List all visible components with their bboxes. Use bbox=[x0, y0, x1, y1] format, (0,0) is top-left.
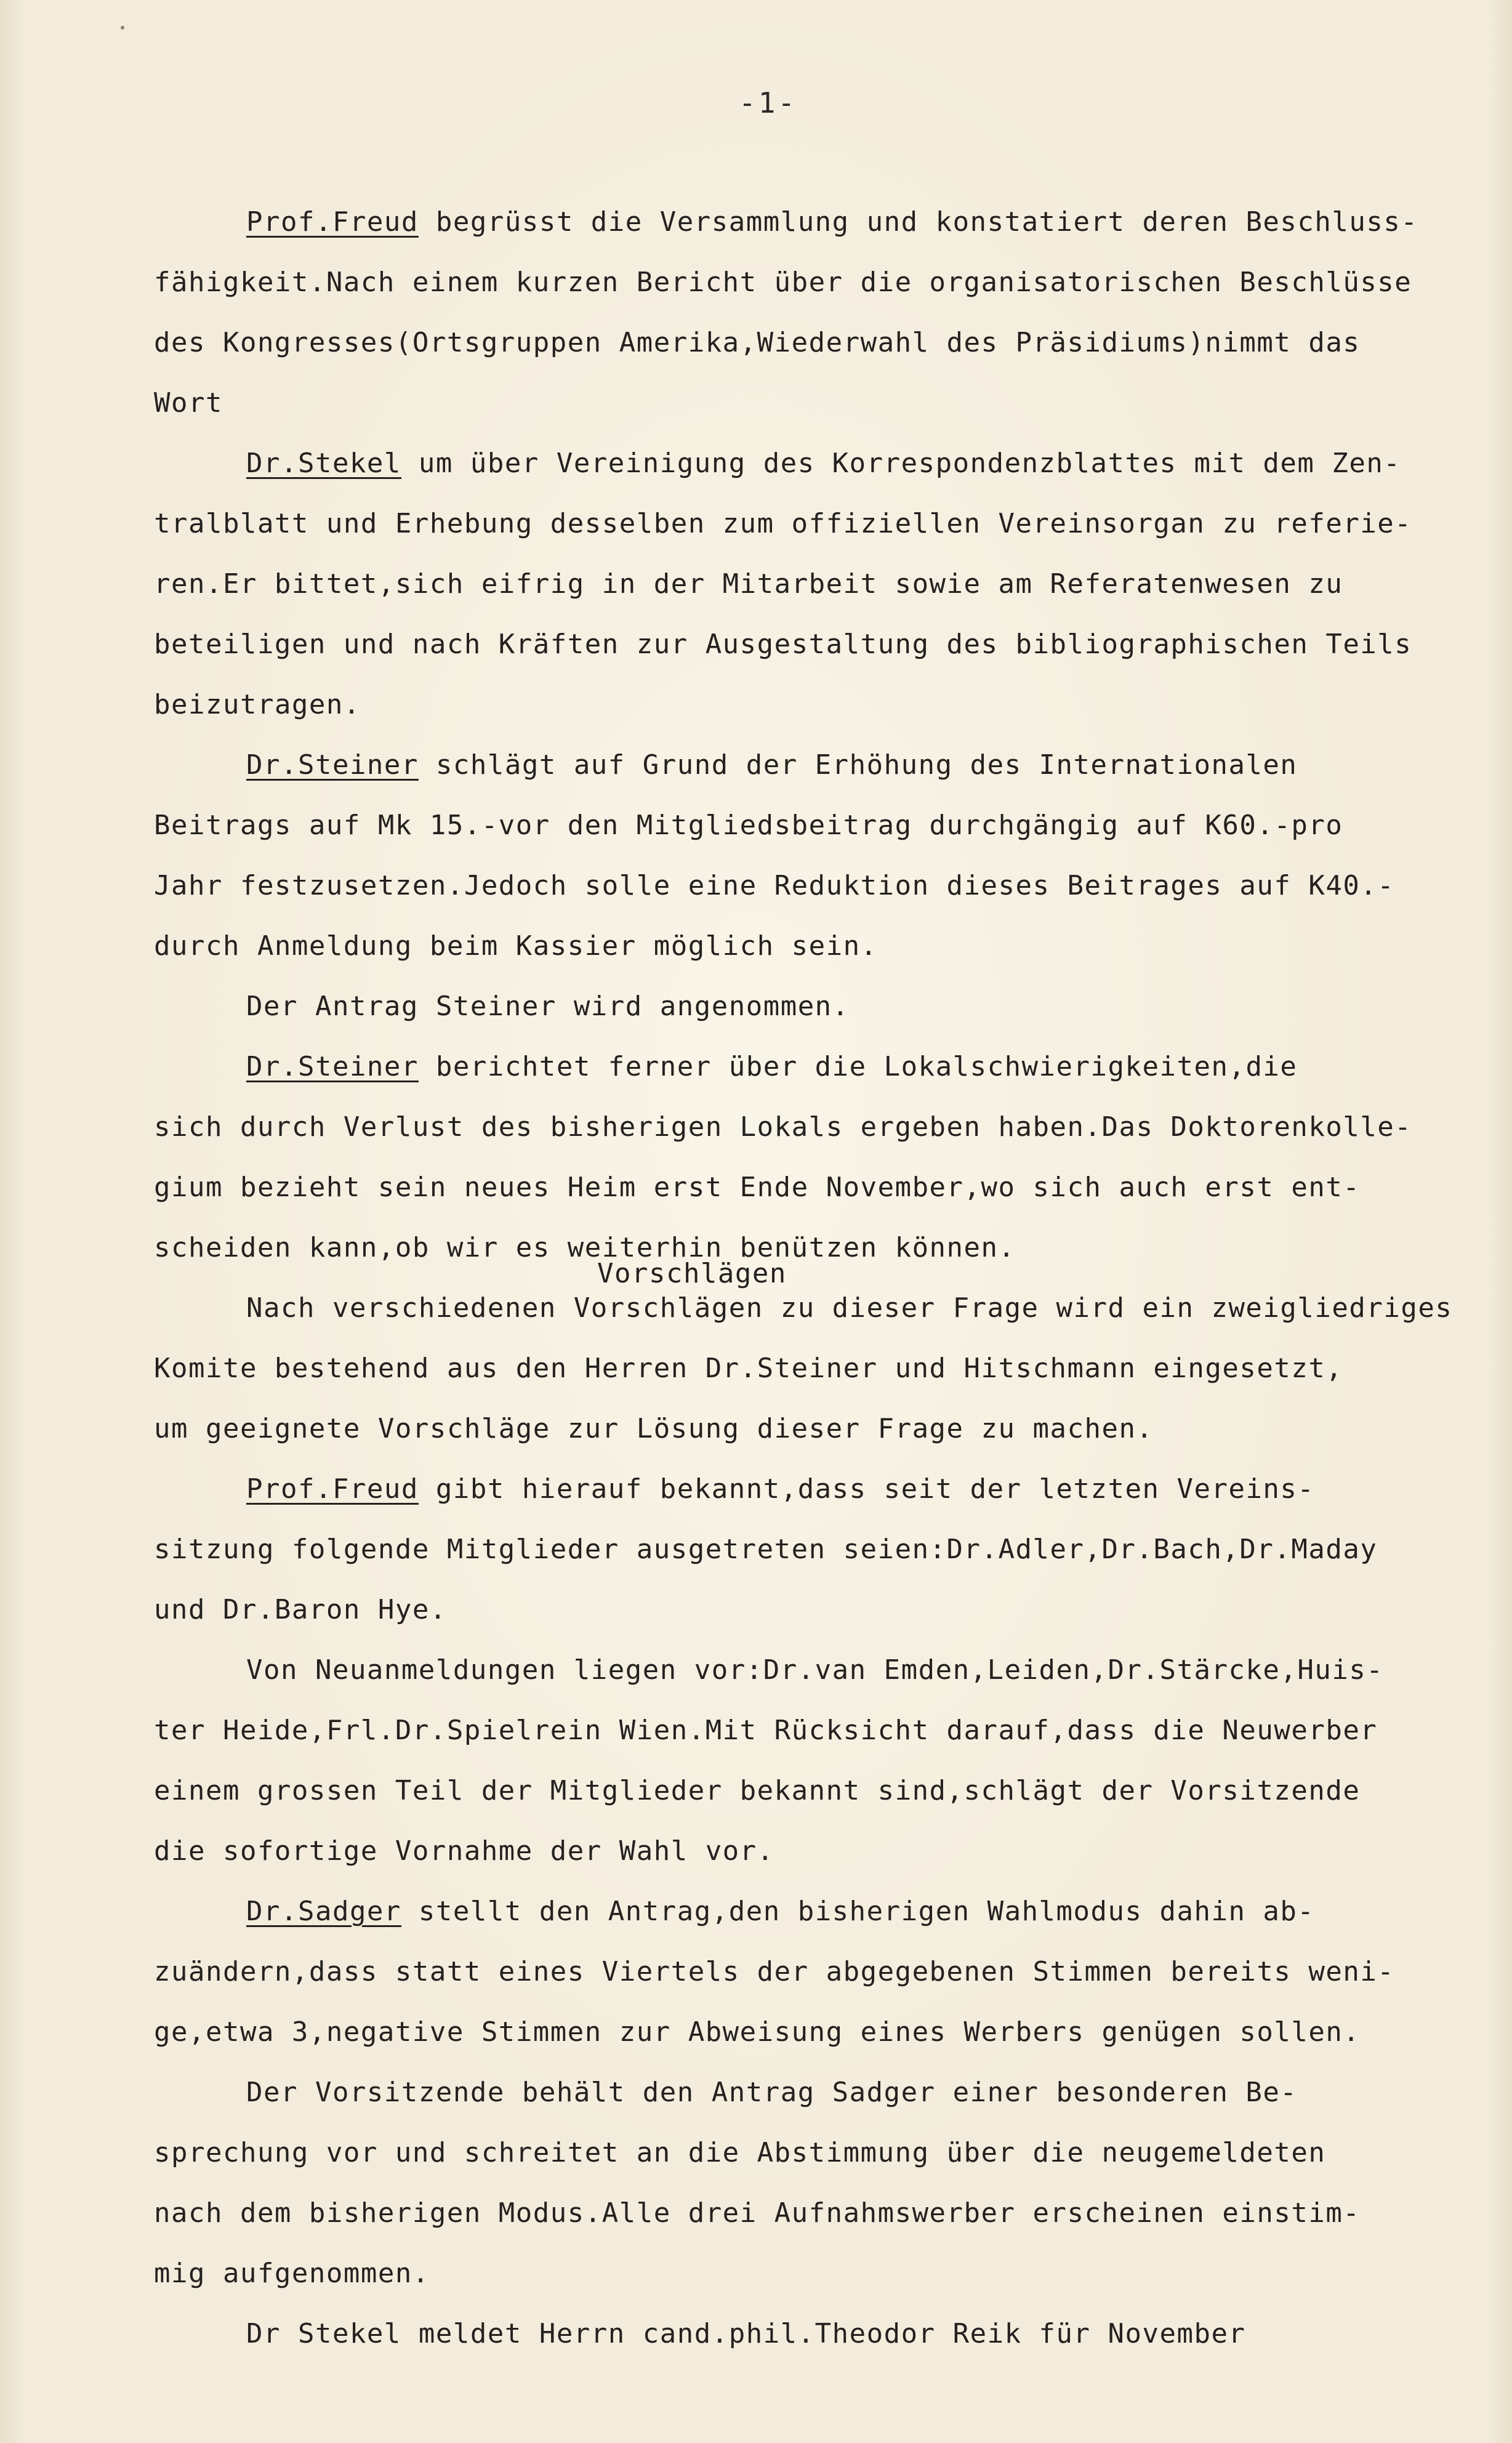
line-text: durch Anmeldung beim Kassier möglich sein. bbox=[154, 930, 878, 962]
line-text: Wort bbox=[154, 387, 223, 419]
text-line bbox=[154, 373, 1508, 433]
text-line bbox=[154, 1459, 1508, 1519]
text-line bbox=[154, 192, 1508, 252]
text-line bbox=[154, 1278, 1508, 1338]
page-number: -1- bbox=[739, 86, 798, 119]
line-text: sich durch Verlust des bisherigen Lokals ergeben haben.Das Doktorenkolle- bbox=[154, 1111, 1412, 1143]
line-text: Der Antrag Steiner wird angenommen. bbox=[246, 991, 850, 1022]
insertion-text: Vorschlägen bbox=[597, 1258, 787, 1289]
line-text: mig aufgenommen. bbox=[154, 2258, 430, 2289]
line-text: ren.Er bittet,sich eifrig in der Mitarbeit sowie am Referatenwesen zu bbox=[154, 568, 1343, 600]
text-line bbox=[154, 1700, 1508, 1761]
line-text: und Dr.Baron Hye. bbox=[154, 1594, 447, 1625]
text-line bbox=[154, 1580, 1508, 1640]
line-text: gibt hierauf bekannt,dass seit der letzten Vereins- bbox=[418, 1473, 1315, 1505]
text-line bbox=[154, 2002, 1508, 2063]
text-line bbox=[154, 1218, 1508, 1278]
text-line bbox=[154, 735, 1508, 795]
speaker-name: Prof.Freud bbox=[246, 206, 419, 238]
text-line bbox=[154, 1519, 1508, 1580]
text-line bbox=[154, 2304, 1508, 2364]
line-text: berichtet ferner über die Lokalschwierigkeiten,die bbox=[418, 1051, 1298, 1082]
line-text: Jahr festzusetzen.Jedoch solle eine Reduktion dieses Beitrages auf K40.- bbox=[154, 870, 1395, 901]
line-text: fähigkeit.Nach einem kurzen Bericht über die organisatorischen Beschlüsse bbox=[154, 267, 1412, 298]
line-text: begrüsst die Versammlung und konstatiert deren Beschluss- bbox=[418, 206, 1418, 238]
line-text: stellt den Antrag,den bisherigen Wahlmodus dahin ab- bbox=[401, 1896, 1315, 1927]
text-line bbox=[154, 976, 1508, 1037]
text-line bbox=[154, 614, 1508, 675]
line-text: beteiligen und nach Kräften zur Ausgestaltung des bibliographischen Teils bbox=[154, 629, 1412, 660]
text-line bbox=[154, 1640, 1508, 1700]
speaker-name: Dr.Steiner bbox=[246, 1051, 419, 1082]
text-line bbox=[154, 1761, 1508, 1821]
text-line bbox=[154, 675, 1508, 735]
text-line bbox=[154, 2183, 1508, 2244]
text-line bbox=[154, 1097, 1508, 1157]
line-text: schlägt auf Grund der Erhöhung des Internationalen bbox=[418, 749, 1298, 781]
text-line bbox=[154, 1157, 1508, 1218]
line-text: Der Vorsitzende behält den Antrag Sadger einer besonderen Be- bbox=[246, 2077, 1298, 2108]
speaker-name: Prof.Freud bbox=[246, 1473, 419, 1505]
line-text: gium bezieht sein neues Heim erst Ende November,wo sich auch erst ent- bbox=[154, 1172, 1361, 1203]
line-text: sprechung vor und schreitet an die Abstimmung über die neugemeldeten bbox=[154, 2137, 1326, 2168]
text-line bbox=[154, 313, 1508, 373]
text-line bbox=[154, 1821, 1508, 1882]
speaker-name: Dr.Steiner bbox=[246, 749, 419, 781]
line-text: um über Vereinigung des Korrespondenzblattes mit dem Zen- bbox=[401, 448, 1401, 479]
text-line bbox=[154, 554, 1508, 614]
text-line bbox=[154, 252, 1508, 313]
line-text: scheiden kann,ob wir es weiterhin benützen können. bbox=[154, 1232, 1016, 1263]
line-text: Nach verschiedenen Vorschlägen zu dieser Frage wird ein zweigliedriges bbox=[246, 1292, 1453, 1324]
line-text: tralblatt und Erhebung desselben zum offiziellen Vereinsorgan zu referie- bbox=[154, 508, 1412, 539]
text-line bbox=[154, 2123, 1508, 2183]
text-line bbox=[154, 1399, 1508, 1459]
line-text: ge,etwa 3,negative Stimmen zur Abweisung eines Werbers genügen sollen. bbox=[154, 2016, 1361, 2048]
line-text: beizutragen. bbox=[154, 689, 361, 720]
line-text: Beitrags auf Mk 15.-vor den Mitgliedsbeitrag durchgängig auf K60.-pro bbox=[154, 810, 1343, 841]
speaker-name: Dr.Sadger bbox=[246, 1896, 401, 1927]
speaker-name: Dr.Stekel bbox=[246, 448, 401, 479]
line-text: die sofortige Vornahme der Wahl vor. bbox=[154, 1835, 774, 1867]
text-line bbox=[154, 1037, 1508, 1097]
line-text: um geeignete Vorschläge zur Lösung dieser Frage zu machen. bbox=[154, 1413, 1154, 1444]
line-text: nach dem bisherigen Modus.Alle drei Aufnahmswerber erscheinen einstim- bbox=[154, 2197, 1361, 2229]
line-text: Dr Stekel meldet Herrn cand.phil.Theodor Reik für November bbox=[246, 2318, 1246, 2349]
text-line bbox=[154, 795, 1508, 856]
line-text: ter Heide,Frl.Dr.Spielrein Wien.Mit Rücksicht darauf,dass die Neuwerber bbox=[154, 1715, 1378, 1746]
line-text: sitzung folgende Mitglieder ausgetreten seien:Dr.Adler,Dr.Bach,Dr.Maday bbox=[154, 1534, 1378, 1565]
text-line bbox=[154, 856, 1508, 916]
line-text: Komite bestehend aus den Herren Dr.Steiner und Hitschmann eingesetzt, bbox=[154, 1353, 1343, 1384]
text-line bbox=[154, 1882, 1508, 1942]
line-text: zuändern,dass statt eines Viertels der abgegebenen Stimmen bereits weni- bbox=[154, 1956, 1395, 1987]
text-line bbox=[154, 1338, 1508, 1399]
text-line bbox=[154, 916, 1508, 976]
text-line bbox=[154, 2244, 1508, 2304]
paper-speck bbox=[121, 26, 124, 30]
text-line bbox=[154, 1942, 1508, 2002]
line-text: einem grossen Teil der Mitglieder bekannt sind,schlägt der Vorsitzende bbox=[154, 1775, 1361, 1806]
text-line bbox=[154, 2063, 1508, 2123]
text-line bbox=[154, 494, 1508, 554]
line-text: Von Neuanmeldungen liegen vor:Dr.van Emden,Leiden,Dr.Stärcke,Huis- bbox=[246, 1654, 1384, 1686]
text-line bbox=[154, 433, 1508, 494]
line-text: des Kongresses(Ortsgruppen Amerika,Wiederwahl des Präsidiums)nimmt das bbox=[154, 327, 1361, 358]
document-body bbox=[154, 192, 1508, 2364]
